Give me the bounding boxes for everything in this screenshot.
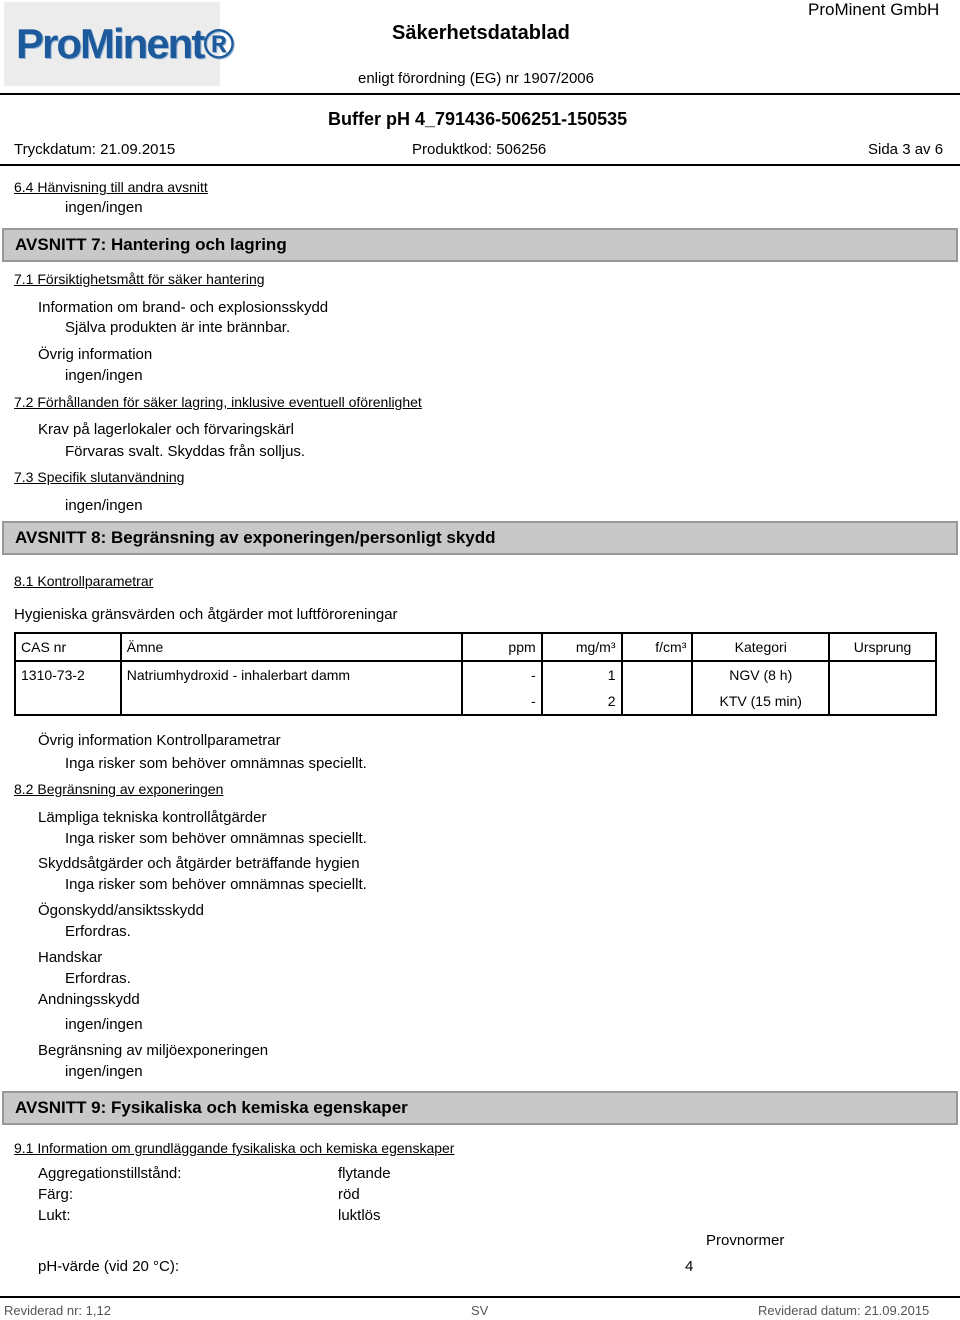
- ph-label: pH-värde (vid 20 °C):: [38, 1258, 180, 1275]
- s82-hyg-text: Inga risker som behöver omnämnas speciellt.: [65, 876, 367, 893]
- prop-label: Aggregationstillstånd:: [38, 1165, 182, 1182]
- product-code: Produktkod: 506256: [412, 141, 547, 158]
- table-header-cell: CAS nr: [15, 633, 121, 661]
- s72-req-text: Förvaras svalt. Skyddas från solljus.: [65, 443, 306, 460]
- section7-bar: [2, 228, 958, 262]
- section9-bar: [2, 1091, 958, 1125]
- section8-title: AVSNITT 8: Begränsning av exponeringen/personligt skydd: [15, 528, 496, 547]
- table-header-cell: Ämne: [121, 633, 462, 661]
- table-row: [15, 661, 936, 688]
- s81-other-text: Inga risker som behöver omnämnas speciellt.: [65, 755, 367, 772]
- table-cell: [15, 688, 121, 715]
- section7-title: AVSNITT 7: Hantering och lagring: [15, 235, 287, 254]
- table-cell: Natriumhydroxid - inhalerbart damm: [121, 661, 462, 688]
- s71-other-text: ingen/ingen: [65, 367, 143, 384]
- prominent-logo: [4, 2, 233, 86]
- prop-value: röd: [338, 1186, 360, 1203]
- subheader-divider: [0, 164, 960, 166]
- revised-date: Reviderad datum: 21.09.2015: [758, 1303, 930, 1318]
- s82-tech-label: Lämpliga tekniska kontrollåtgärder: [38, 809, 267, 826]
- s72-heading: 7.2 Förhållanden för säker lagring, inklusive eventuell oförenlighet: [14, 394, 422, 410]
- s82-hyg-label: Skyddsåtgärder och åtgärder beträffande hygien: [38, 855, 360, 872]
- revision-number: Reviderad nr: 1,12: [4, 1303, 111, 1318]
- company-name: ProMinent GmbH: [808, 0, 940, 19]
- table-header-cell: ppm: [462, 633, 542, 661]
- s81-heading: 8.1 Kontrollparametrar: [14, 573, 154, 589]
- s72-req-label: Krav på lagerlokaler och förvaringskärl: [38, 421, 294, 438]
- header-divider: [0, 93, 960, 95]
- provnormer-label: Provnormer: [706, 1232, 785, 1249]
- s73-text: ingen/ingen: [65, 497, 143, 514]
- s82-heading: 8.2 Begränsning av exponeringen: [14, 781, 224, 797]
- product-name: Buffer pH 4_791436-506251-150535: [328, 109, 628, 129]
- table-cell: [121, 688, 462, 715]
- table-row: [15, 688, 936, 715]
- s71-fire-text: Själva produkten är inte brännbar.: [65, 319, 291, 336]
- section9-title: AVSNITT 9: Fysikaliska och kemiska egenskaper: [15, 1098, 408, 1117]
- table-header-cell: Kategori: [692, 633, 829, 661]
- s64-text: ingen/ingen: [65, 199, 143, 216]
- regulation: enligt förordning (EG) nr 1907/2006: [358, 70, 594, 87]
- s82-tech-text: Inga risker som behöver omnämnas speciellt.: [65, 830, 367, 847]
- table-cell: KTV (15 min): [692, 688, 829, 715]
- s91-heading: 9.1 Information om grundläggande fysikaliska och kemiska egenskaper: [14, 1140, 455, 1156]
- table-header-cell: mg/m³: [542, 633, 622, 661]
- s71-heading: 7.1 Försiktighetsmått för säker hantering: [14, 271, 265, 287]
- table-cell: [622, 661, 693, 688]
- table-header-cell: f/cm³: [622, 633, 693, 661]
- prop-value: luktlös: [338, 1207, 381, 1224]
- s82-eye-text: Erfordras.: [65, 923, 131, 940]
- s82-eye-label: Ögonskydd/ansiktsskydd: [38, 902, 204, 919]
- section8-bar: [2, 521, 958, 555]
- table-cell: 1310-73-2: [15, 661, 121, 688]
- s82-hand-text: Erfordras.: [65, 970, 131, 987]
- table-cell: -: [462, 661, 542, 688]
- table-header-row: [15, 633, 936, 661]
- s82-env-text: ingen/ingen: [65, 1063, 143, 1080]
- table-cell: [829, 661, 936, 688]
- s64-heading: 6.4 Hänvisning till andra avsnitt: [14, 179, 208, 195]
- s71-other-label: Övrig information: [38, 346, 153, 363]
- table-cell: [622, 688, 693, 715]
- doc-title: Säkerhetsdatablad: [392, 22, 570, 44]
- print-date: Tryckdatum: 21.09.2015: [14, 141, 176, 158]
- s81-subheading: Hygieniska gränsvärden och åtgärder mot luftföroreningar: [14, 606, 398, 623]
- s82-hand-label: Handskar: [38, 949, 103, 966]
- table-cell: NGV (8 h): [692, 661, 829, 688]
- table-cell: 1: [542, 661, 622, 688]
- page-number: Sida 3 av 6: [868, 141, 944, 158]
- footer-divider: [0, 1296, 960, 1298]
- exposure-limits-table: [14, 632, 937, 716]
- ph-value: 4: [685, 1258, 694, 1275]
- prop-label: Lukt:: [38, 1207, 71, 1224]
- prop-value: flytande: [338, 1165, 391, 1182]
- s71-fire-label: Information om brand- och explosionsskydd: [38, 299, 329, 316]
- language-code: SV: [471, 1303, 489, 1318]
- s81-other-label: Övrig information Kontrollparametrar: [38, 732, 281, 749]
- s73-heading: 7.3 Specifik slutanvändning: [14, 469, 185, 485]
- s82-env-label: Begränsning av miljöexponeringen: [38, 1042, 269, 1059]
- logo-text: ProMinent®: [16, 20, 233, 67]
- s82-resp-label: Andningsskydd: [38, 991, 140, 1008]
- table-cell: 2: [542, 688, 622, 715]
- table-cell: -: [462, 688, 542, 715]
- prop-label: Färg:: [38, 1186, 74, 1203]
- table-header-cell: Ursprung: [829, 633, 936, 661]
- table-cell: [829, 688, 936, 715]
- s82-resp-text: ingen/ingen: [65, 1016, 143, 1033]
